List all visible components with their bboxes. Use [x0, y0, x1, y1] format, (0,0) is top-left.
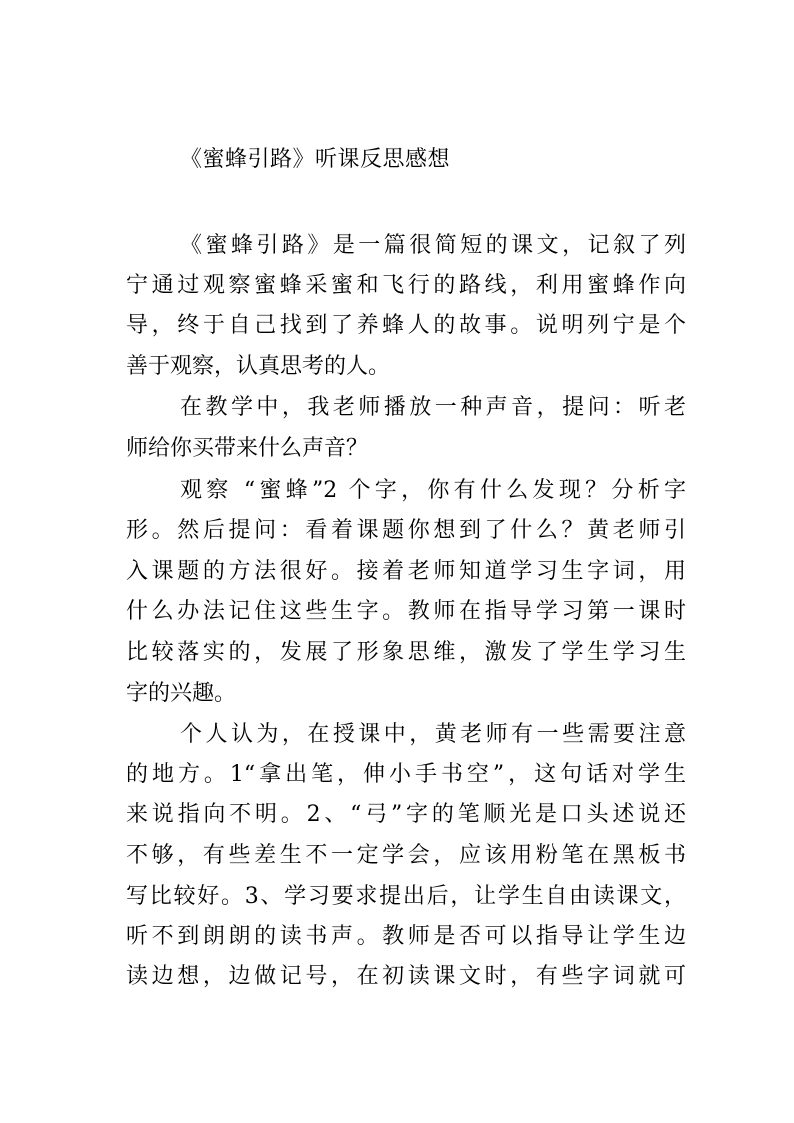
- paragraph-line: 来说指向不明。2、“弓”字的笔顺光是口头述说还: [126, 802, 686, 827]
- paragraph-line: 观察 “蜜蜂”2 个字，你有什么发现？分析字: [180, 478, 686, 503]
- paragraph-line: 听不到朗朗的读书声。教师是否可以指导让学生边: [126, 924, 686, 949]
- paragraph-line: 形。然后提问：看着课题你想到了什么？黄老师引: [126, 518, 686, 543]
- paragraph-line: 《蜜蜂引路》是一篇很简短的课文，记叙了列: [180, 233, 686, 258]
- paragraph-line: 什么办法记住这些生字。教师在指导学习第一课时: [126, 599, 686, 624]
- paragraph-line: 不够，有些差生不一定学会，应该用粉笔在黑板书: [126, 843, 686, 868]
- paragraph-line: 入课题的方法很好。接着老师知道学习生字词，用: [126, 559, 686, 584]
- paragraph-line: 导，终于自己找到了养蜂人的故事。说明列宁是个: [126, 313, 686, 338]
- paragraph-line: 写比较好。3、学习要求提出后，让学生自由读课文，: [126, 884, 686, 909]
- paragraph-line: 的地方。1“拿出笔，伸小手书空”，这句话对学生: [126, 762, 686, 787]
- paragraph-line: 字的兴趣。: [126, 681, 237, 706]
- paragraph-line: 在教学中，我老师播放一种声音，提问：听老: [180, 395, 686, 420]
- paragraph-line: 师给你买带来什么声音？: [126, 436, 369, 461]
- paragraph-line: 个人认为，在授课中，黄老师有一些需要注意: [180, 722, 686, 747]
- paragraph-line: 善于观察，认真思考的人。: [126, 354, 391, 379]
- paragraph-line: 宁通过观察蜜蜂采蜜和飞行的路线，利用蜜蜂作向: [126, 273, 686, 298]
- document-title: 《蜜蜂引路》听课反思感想: [180, 147, 451, 172]
- paragraph-line: 比较落实的，发展了形象思维，激发了学生学习生: [126, 640, 686, 665]
- paragraph-line: 读边想，边做记号，在初读课文时，有些字词就可: [126, 964, 686, 989]
